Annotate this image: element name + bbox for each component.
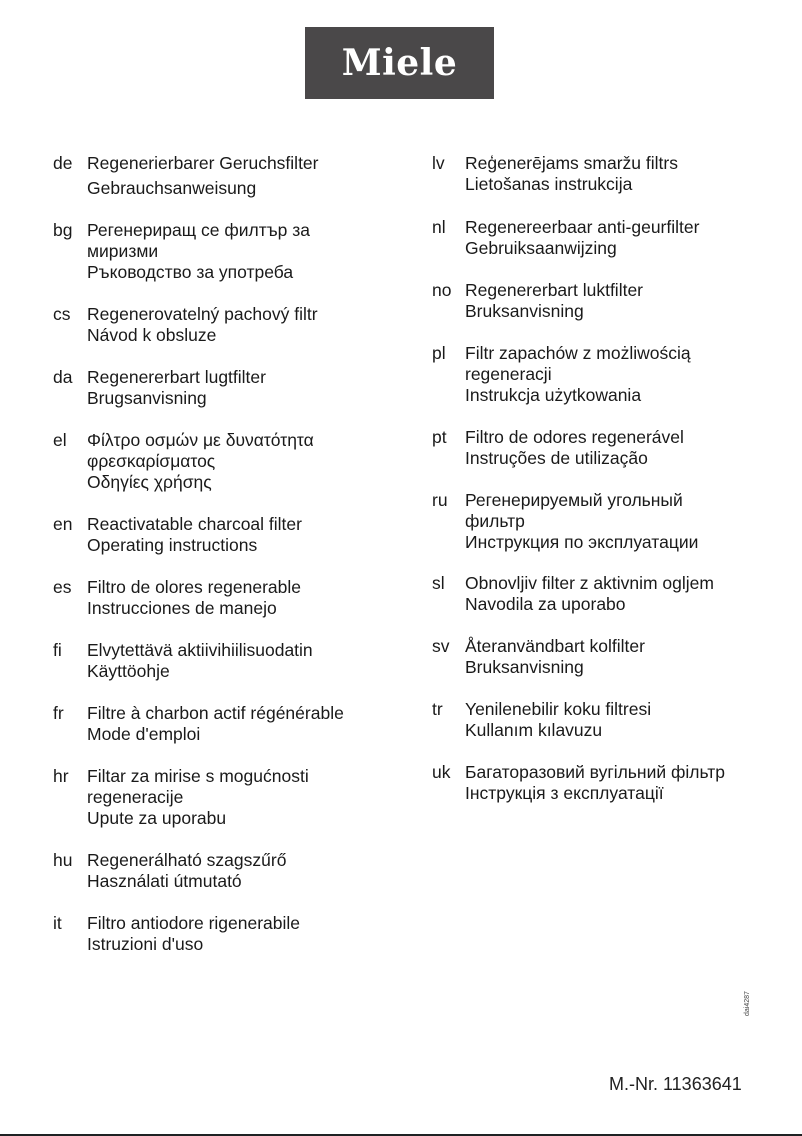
product-title-cont: миризми bbox=[87, 241, 159, 261]
product-title-cont: regeneracji bbox=[465, 364, 552, 384]
document-title: Інструкція з експлуатації bbox=[465, 783, 664, 803]
document-title: Mode d'emploi bbox=[87, 724, 201, 744]
document-id: dai4287 bbox=[744, 991, 751, 1016]
language-code: fi bbox=[53, 640, 62, 660]
language-code: uk bbox=[432, 762, 451, 782]
product-title: Elvytettävä aktiivihiilisuodatin bbox=[87, 640, 313, 660]
document-title: Instrukcja użytkowania bbox=[465, 385, 642, 405]
document-title: Οδηγίες χρήσης bbox=[87, 472, 212, 492]
document-title: Käyttöohje bbox=[87, 661, 170, 681]
product-title-cont: фильтр bbox=[465, 511, 525, 531]
document-title: Instrucciones de manejo bbox=[87, 598, 277, 618]
document-title: Gebrauchsanweisung bbox=[87, 178, 257, 198]
document-title: Upute za uporabu bbox=[87, 808, 227, 828]
product-title: Regenerovatelný pachový filtr bbox=[87, 304, 318, 324]
language-code: cs bbox=[53, 304, 71, 324]
product-title: Regenerálható szagszűrő bbox=[87, 850, 287, 870]
product-title: Φίλτρο οσμών με δυνατότητα bbox=[87, 430, 314, 450]
language-code: pl bbox=[432, 343, 446, 363]
product-title: Filtre à charbon actif régénérable bbox=[87, 703, 344, 723]
product-title: Regenererbart lugtfilter bbox=[87, 367, 266, 387]
product-title: Obnovljiv filter z aktivnim ogljem bbox=[465, 573, 714, 593]
language-code: de bbox=[53, 153, 73, 173]
product-title: Regenerierbarer Geruchsfilter bbox=[87, 153, 319, 173]
document-title: Kullanım kılavuzu bbox=[465, 720, 603, 740]
product-title: Yenilenebilir koku filtresi bbox=[465, 699, 652, 719]
language-code: sl bbox=[432, 573, 445, 593]
logo-text: Miele bbox=[341, 42, 458, 84]
document-title: Bruksanvisning bbox=[465, 657, 584, 677]
document-title: Instruções de utilização bbox=[465, 448, 648, 468]
product-title: Регенериращ се филтър за bbox=[87, 220, 311, 240]
product-title: Багаторазовий вугільний фільтр bbox=[465, 762, 725, 782]
product-title: Filtro de odores regenerável bbox=[465, 427, 684, 447]
language-code: lv bbox=[432, 153, 445, 173]
language-code: da bbox=[53, 367, 73, 387]
product-title: Filtro antiodore rigenerabile bbox=[87, 913, 301, 933]
document-title: Brugsanvisning bbox=[87, 388, 207, 408]
language-code: es bbox=[53, 577, 72, 597]
product-title: Filtro de olores regenerable bbox=[87, 577, 302, 597]
language-code: pt bbox=[432, 427, 447, 447]
document-title: Návod k obsluze bbox=[87, 325, 217, 345]
product-title: Regenereerbaar anti-geurfilter bbox=[465, 217, 700, 237]
language-code: hr bbox=[53, 766, 69, 786]
product-title-cont: φρεσκαρίσματος bbox=[87, 451, 216, 471]
language-code: it bbox=[53, 913, 62, 933]
language-code: el bbox=[53, 430, 67, 450]
product-title: Återanvändbart kolfilter bbox=[465, 636, 645, 656]
language-code: fr bbox=[53, 703, 64, 723]
language-code: en bbox=[53, 514, 73, 534]
part-number: M.-Nr. 11363641 bbox=[609, 1074, 742, 1094]
product-title: Filtar za mirise s mogućnosti bbox=[87, 766, 309, 786]
language-code: tr bbox=[432, 699, 443, 719]
language-code: ru bbox=[432, 490, 448, 510]
language-code: bg bbox=[53, 220, 73, 240]
document-title: Gebruiksaanwijzing bbox=[465, 238, 617, 258]
language-code: hu bbox=[53, 850, 73, 870]
product-title: Filtr zapachów z możliwością bbox=[465, 343, 691, 363]
document-title: Инструкция по эксплуатации bbox=[465, 532, 699, 552]
product-title: Reģenerējams smaržu filtrs bbox=[465, 153, 678, 173]
language-code: sv bbox=[432, 636, 450, 656]
document-title: Lietošanas instrukcija bbox=[465, 174, 633, 194]
miele-logo bbox=[305, 27, 494, 99]
product-title: Регенерируемый угольный bbox=[465, 490, 683, 510]
document-title: Navodila za uporabo bbox=[465, 594, 626, 614]
language-code: no bbox=[432, 280, 452, 300]
document-title: Ръководство за употреба bbox=[87, 262, 294, 282]
document-title: Bruksanvisning bbox=[465, 301, 584, 321]
product-title-cont: regeneracije bbox=[87, 787, 184, 807]
language-code: nl bbox=[432, 217, 446, 237]
product-title: Reactivatable charcoal filter bbox=[87, 514, 302, 534]
product-title: Regenererbart luktfilter bbox=[465, 280, 643, 300]
document-title: Istruzioni d'uso bbox=[87, 934, 204, 954]
document-title: Használati útmutató bbox=[87, 871, 242, 891]
document-title: Operating instructions bbox=[87, 535, 258, 555]
